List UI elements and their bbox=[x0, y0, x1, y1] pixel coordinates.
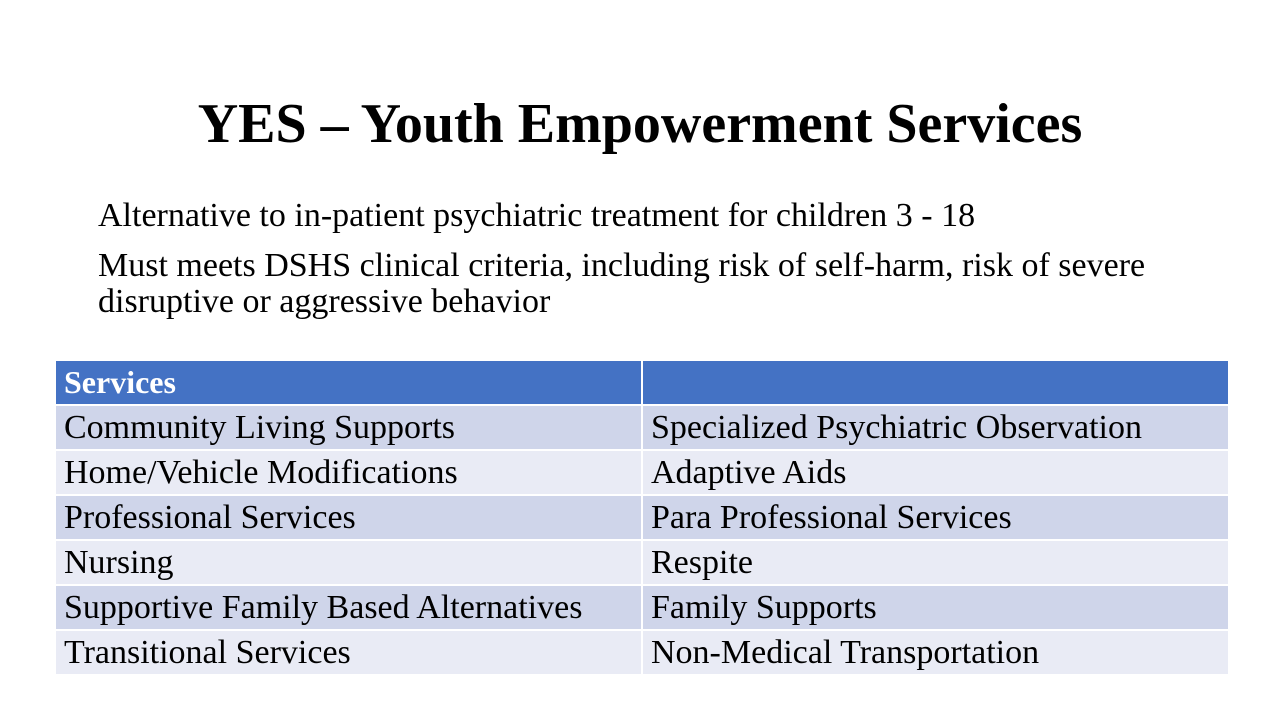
bullet-list bbox=[98, 198, 1158, 334]
slide-title: YES – Youth Empowerment Services bbox=[197, 93, 1083, 155]
table-row bbox=[55, 630, 1229, 675]
table-row bbox=[55, 450, 1229, 495]
table-cell: Family Supports bbox=[642, 585, 1229, 630]
bullet-item: Alternative to in-patient psychiatric treatment for children 3 - 18 bbox=[98, 197, 976, 234]
table-header-cell bbox=[642, 360, 1229, 405]
table-row bbox=[55, 585, 1229, 630]
table-row bbox=[55, 540, 1229, 585]
bullet-item: Must meets DSHS clinical criteria, including risk of self-harm, risk of severe disruptive or aggressive behavior bbox=[98, 247, 1146, 320]
table-header-row bbox=[55, 360, 1229, 405]
table-header-cell: Services bbox=[55, 360, 642, 405]
services-table bbox=[54, 359, 1230, 676]
table-cell: Supportive Family Based Alternatives bbox=[55, 585, 642, 630]
table-cell: Transitional Services bbox=[55, 630, 642, 675]
table-cell: Specialized Psychiatric Observation bbox=[642, 405, 1229, 450]
table-cell: Professional Services bbox=[55, 495, 642, 540]
table-cell: Respite bbox=[642, 540, 1229, 585]
table-cell: Adaptive Aids bbox=[642, 450, 1229, 495]
table-cell: Para Professional Services bbox=[642, 495, 1229, 540]
table-cell: Community Living Supports bbox=[55, 405, 642, 450]
table-cell: Home/Vehicle Modifications bbox=[55, 450, 642, 495]
table-cell: Nursing bbox=[55, 540, 642, 585]
table-cell: Non-Medical Transportation bbox=[642, 630, 1229, 675]
table-row bbox=[55, 495, 1229, 540]
table-row bbox=[55, 405, 1229, 450]
